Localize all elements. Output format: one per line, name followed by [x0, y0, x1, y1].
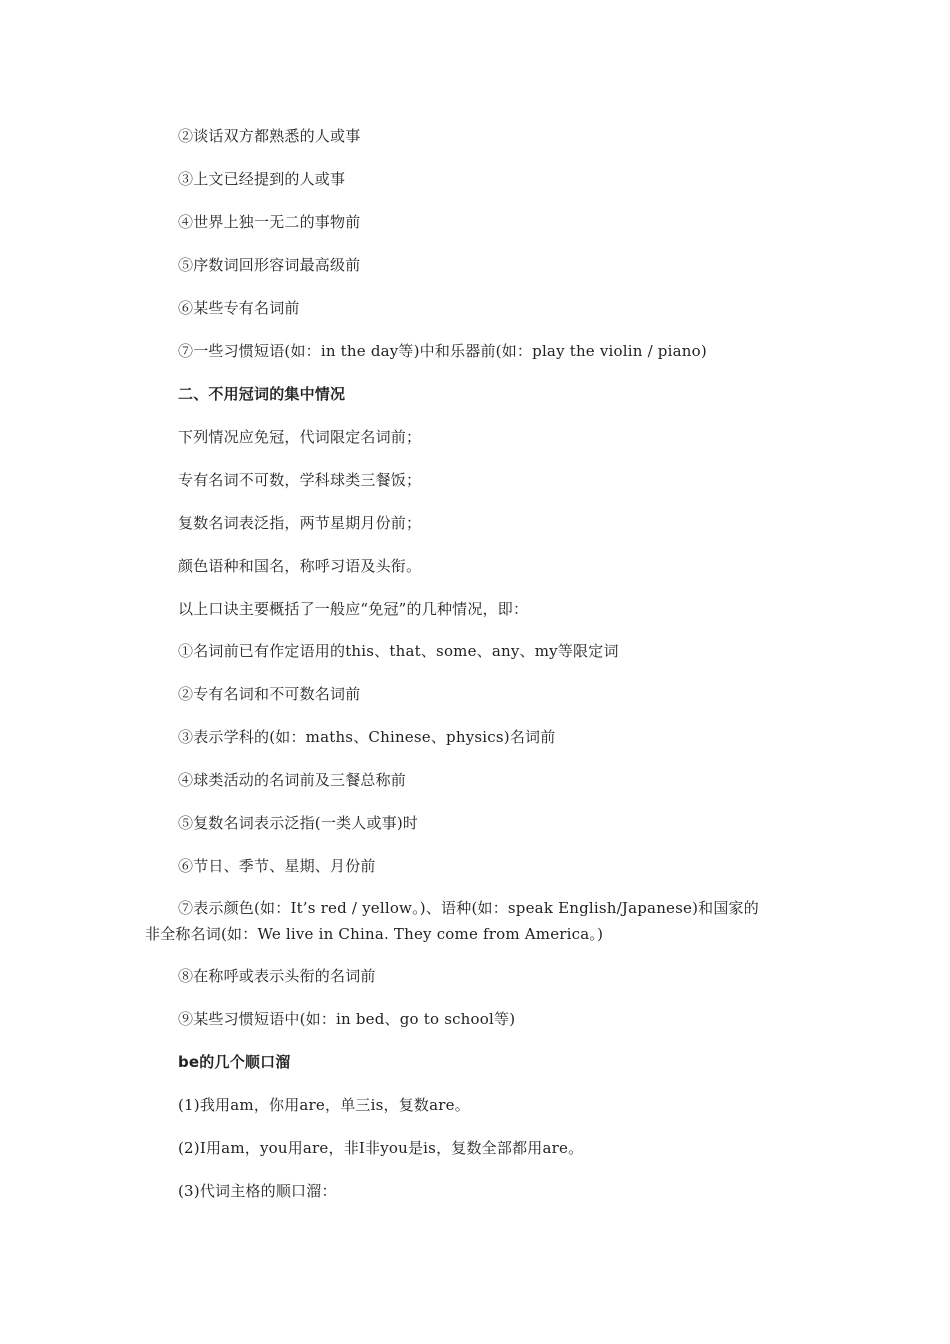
- section-heading-be: be的几个顺口溜: [178, 1053, 291, 1071]
- text-line: ④世界上独一无二的事物前: [178, 213, 361, 231]
- rhyme-line: 专有名词不可数，学科球类三餐饭；: [178, 471, 422, 489]
- text-line: ⑥某些专有名词前: [178, 299, 300, 317]
- case-item-9: ⑨某些习惯短语中(如：in bed、go to school等): [178, 1010, 516, 1028]
- case-item: ⑥节日、季节、星期、月份前: [178, 857, 376, 875]
- rhyme-line: 颜色语种和国名，称呼习语及头衔。: [178, 557, 422, 575]
- case-item: ②专有名词和不可数名词前: [178, 685, 361, 703]
- text-line: ②谈话双方都熟悉的人或事: [178, 127, 361, 145]
- case-item: ③表示学科的(如：maths、Chinese、physics)名词前: [178, 728, 556, 746]
- be-rule: (1)我用am，你用are，单三is，复数are。: [178, 1096, 470, 1114]
- case-item-7: ⑦表示颜色(如：It’s red / yellow。)、语种(如：speak English/Japanese)和国家的: [178, 899, 759, 917]
- rhyme-line: 复数名词表泛指，两节星期月份前；: [178, 514, 422, 532]
- be-rule: (2)I用am，you用are，非I非you是is，复数全部都用are。: [178, 1139, 584, 1157]
- rhyme-summary: 以上口诀主要概括了一般应“免冠”的几种情况，即：: [178, 600, 529, 618]
- text-line: ⑤序数词回形容词最高级前: [178, 256, 361, 274]
- case-item: ④球类活动的名词前及三餐总称前: [178, 771, 407, 789]
- section-heading: 二、不用冠词的集中情况: [178, 385, 346, 403]
- case-item: ①名词前已有作定语用的this、that、some、any、my等限定词: [178, 642, 619, 660]
- rhyme-line: 下列情况应免冠，代词限定名词前；: [178, 428, 422, 446]
- case-item-7-continued: 非全称名词(如：We live in China. They come from America。): [145, 925, 604, 943]
- text-line: ⑦一些习惯短语(如：in the day等)中和乐器前(如：play the violin / piano): [178, 342, 707, 360]
- case-item-8: ⑧在称呼或表示头衔的名词前: [178, 967, 376, 985]
- be-rule: (3)代词主格的顺口溜：: [178, 1182, 337, 1200]
- text-line: ③上文已经提到的人或事: [178, 170, 346, 188]
- case-item: ⑤复数名词表示泛指(一类人或事)时: [178, 814, 419, 832]
